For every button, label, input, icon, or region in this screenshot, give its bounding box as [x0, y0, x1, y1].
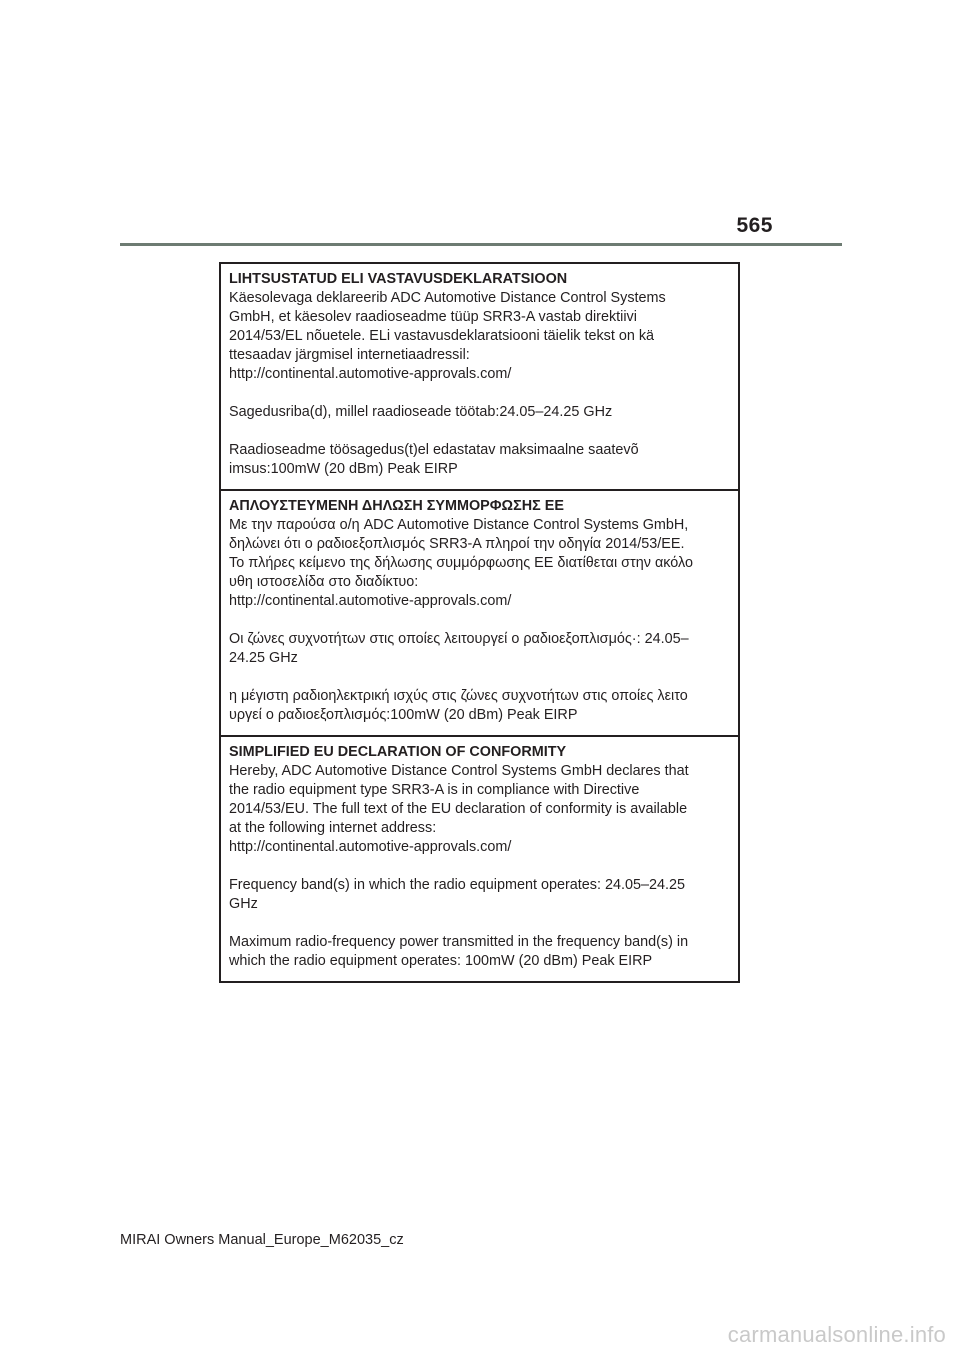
paragraph-gap	[229, 857, 730, 876]
document-footer: MIRAI Owners Manual_Europe_M62035_cz	[120, 1232, 404, 1248]
section-line: 2014/53/EL nõuetele. ELi vastavusdeklaratsiooni täielik tekst on kä	[229, 328, 655, 344]
section-line: GmbH, et käesolev raadioseadme tüüp SRR3-A vastab direktiivi	[229, 309, 637, 325]
section-line: η μέγιστη ραδιοηλεκτρική ισχύς στις ζώνες συχνοτήτων στις οποίες λειτο	[229, 688, 688, 704]
section-line: ttesaadav järgmisel internetiaadressil:	[229, 347, 470, 363]
declaration-section-greek	[221, 489, 738, 735]
section-title: LIHTSUSTATUD ELI VASTAVUSDEKLARATSIOON	[229, 271, 568, 287]
section-line: Sagedusriba(d), millel raadioseade töötab:24.05–24.25 GHz	[229, 404, 613, 420]
section-line: Με την παρούσα ο/η ADC Automotive Distance Control Systems GmbH,	[229, 517, 689, 533]
section-title: ΑΠΛΟΥΣΤΕΥΜΕΝΗ ΔΗΛΩΣΗ ΣΥΜΜΟΡΦΩΣΗΣ ΕΕ	[229, 498, 564, 514]
section-line: 2014/53/EU. The full text of the EU declaration of conformity is available	[229, 801, 688, 817]
section-line: υθη ιστοσελίδα στο διαδίκτυο:	[229, 574, 419, 590]
watermark: carmanualsonline.info	[727, 1322, 946, 1347]
paragraph-gap	[229, 422, 730, 441]
paragraph-gap	[229, 668, 730, 687]
section-line: Käesolevaga deklareerib ADC Automotive Distance Control Systems	[229, 290, 666, 306]
paragraph-gap	[229, 384, 730, 403]
section-line: υργεί ο ραδιοεξοπλισμός:100mW (20 dBm) Peak EIRP	[229, 707, 578, 723]
section-line: at the following internet address:	[229, 820, 437, 836]
section-line: Frequency band(s) in which the radio equipment operates: 24.05–24.25	[229, 877, 685, 893]
section-line: 24.25 GHz	[229, 650, 298, 666]
section-line: Το πλήρες κείμενο της δήλωσης συμμόρφωσης ΕΕ διατίθεται στην ακόλο	[229, 555, 693, 571]
paragraph-gap	[229, 914, 730, 933]
section-url: http://continental.automotive-approvals.com/	[229, 839, 512, 855]
section-line: δηλώνει ότι ο ραδιοεξοπλισμός SRR3-A πληροί την οδηγία 2014/53/ΕΕ.	[229, 536, 685, 552]
section-line: GHz	[229, 896, 258, 912]
paragraph-gap	[229, 611, 730, 630]
section-title: SIMPLIFIED EU DECLARATION OF CONFORMITY	[229, 744, 567, 760]
section-line: Οι ζώνες συχνοτήτων στις οποίες λειτουργεί ο ραδιοεξοπλισμός·: 24.05–	[229, 631, 689, 647]
section-url: http://continental.automotive-approvals.com/	[229, 593, 512, 609]
page-number: 565	[736, 214, 773, 237]
declaration-section-estonian	[221, 264, 738, 489]
section-url: http://continental.automotive-approvals.com/	[229, 366, 512, 382]
section-line: imsus:100mW (20 dBm) Peak EIRP	[229, 461, 458, 477]
declaration-section-english	[221, 735, 738, 981]
declaration-table	[219, 262, 740, 983]
section-line: Hereby, ADC Automotive Distance Control Systems GmbH declares that	[229, 763, 689, 779]
section-line: the radio equipment type SRR3-A is in compliance with Directive	[229, 782, 640, 798]
section-line: Maximum radio-frequency power transmitted in the frequency band(s) in	[229, 934, 689, 950]
section-line: which the radio equipment operates: 100mW (20 dBm) Peak EIRP	[229, 953, 653, 969]
section-line: Raadioseadme töösagedus(t)el edastatav maksimaalne saatevõ	[229, 442, 639, 458]
header-rule	[120, 243, 842, 246]
